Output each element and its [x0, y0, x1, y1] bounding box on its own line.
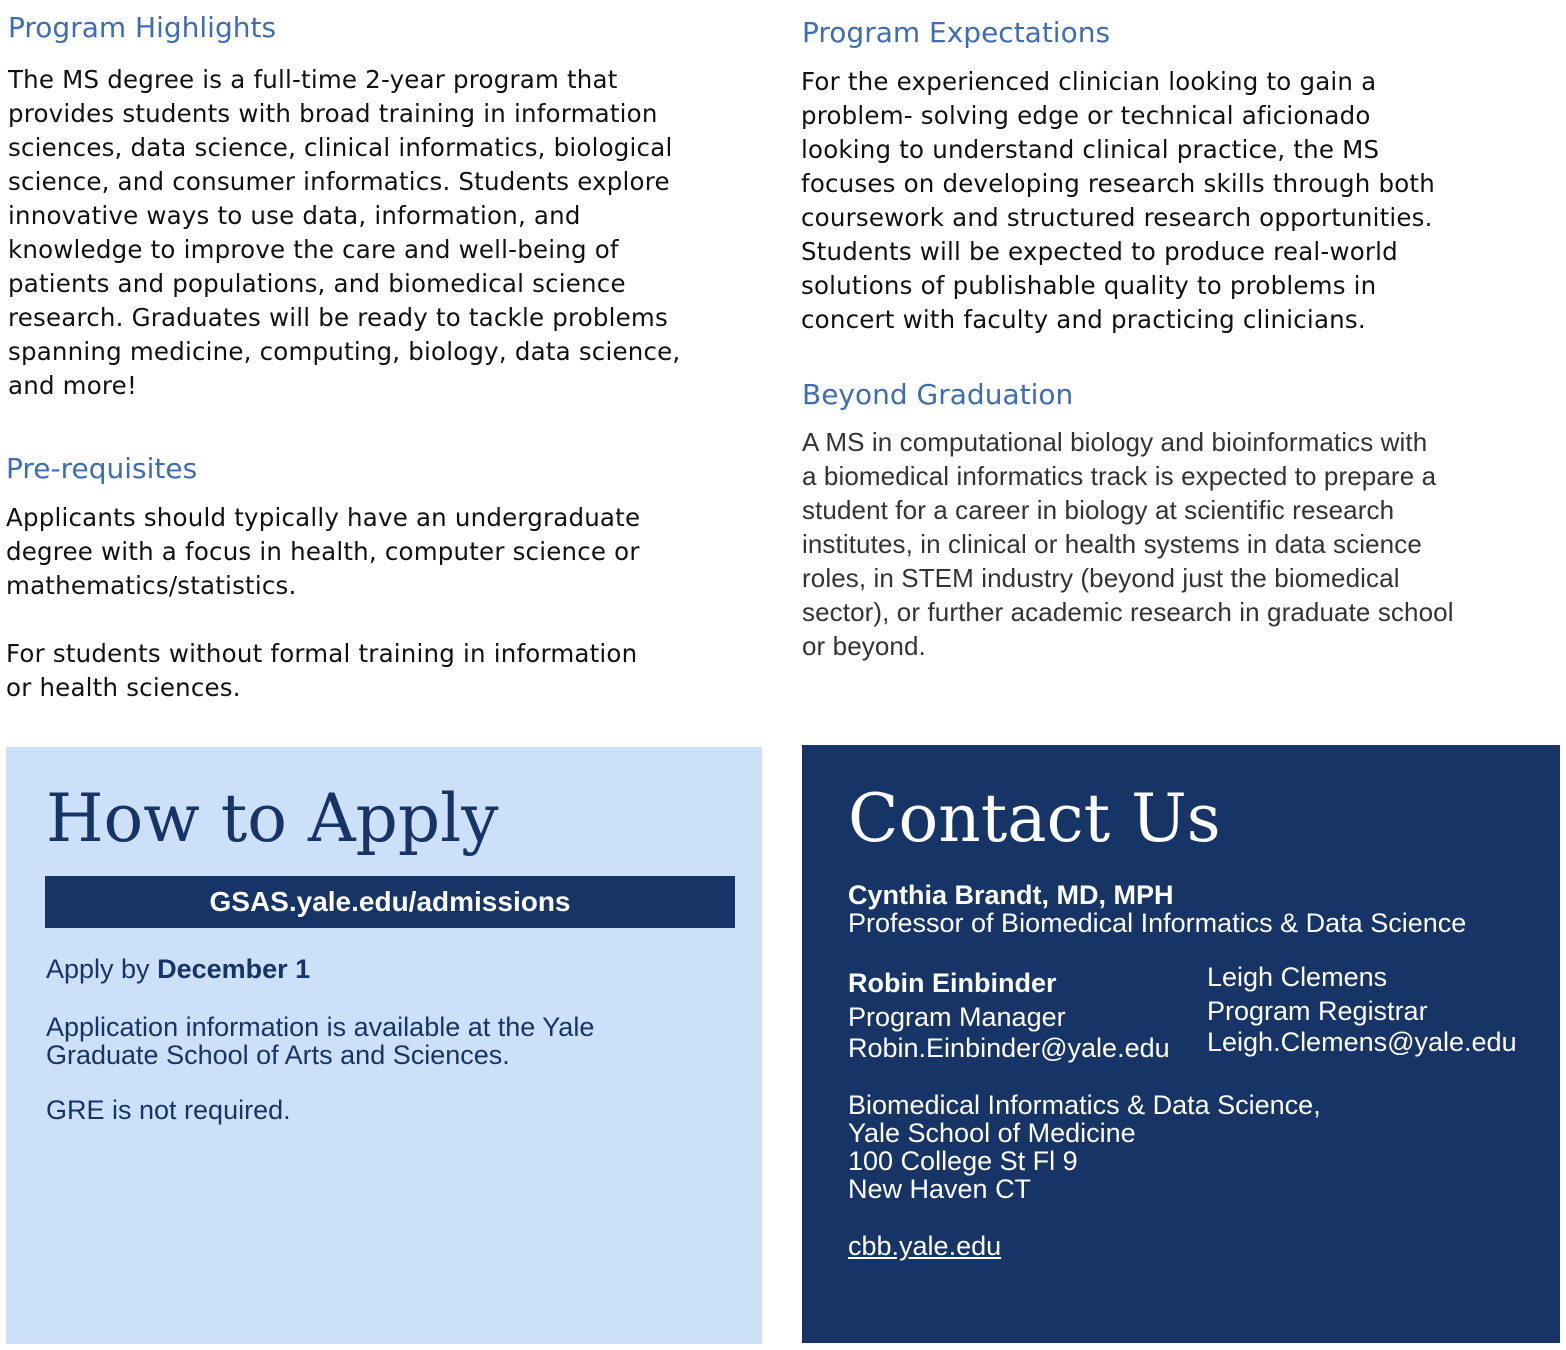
apply-deadline	[46, 955, 310, 983]
text-line: patients and populations, and biomedical science	[8, 269, 626, 298]
program-expectations-text	[801, 65, 1561, 337]
text-line: looking to understand clinical practice, the MS	[801, 135, 1380, 164]
registrar-email[interactable]: Leigh.Clemens@yale.edu	[1207, 1027, 1517, 1057]
registrar-name: Leigh Clemens	[1207, 962, 1388, 992]
director-role: Professor of Biomedical Informatics & Data Science	[848, 908, 1467, 938]
text-line: Students will be expected to produce real-world	[801, 237, 1398, 266]
text-line: problem- solving edge or technical aficionado	[801, 101, 1371, 130]
text-line: knowledge to improve the care and well-being of	[8, 235, 619, 264]
prerequisites-heading: Pre-requisites	[6, 452, 198, 485]
text-line: A MS in computational biology and bioinformatics with	[802, 427, 1428, 457]
text-line: solutions of publishable quality to problems in	[801, 271, 1377, 300]
director-name: Cynthia Brandt, MD, MPH	[848, 880, 1174, 910]
admissions-link[interactable]: GSAS.yale.edu/admissions	[45, 876, 735, 928]
contact-us-panel	[802, 745, 1560, 1343]
text-line: a biomedical informatics track is expected to prepare a	[802, 461, 1437, 491]
text-line: degree with a focus in health, computer science or	[6, 537, 640, 566]
manager-role: Program Manager	[848, 1002, 1066, 1032]
how-to-apply-title: How to Apply	[46, 780, 499, 857]
text-line: For the experienced clinician looking to gain a	[801, 67, 1377, 96]
mailing-address	[848, 1091, 1321, 1203]
text-line: Application information is available at the Yale	[46, 1012, 595, 1042]
program-highlights-text	[8, 63, 768, 403]
text-line: mathematics/statistics.	[6, 571, 297, 600]
prerequisites-text	[6, 501, 766, 705]
text-line: innovative ways to use data, information, and	[8, 201, 581, 230]
text-line: spanning medicine, computing, biology, data science,	[8, 337, 681, 366]
text-line: research. Graduates will be ready to tackle problems	[8, 303, 668, 332]
text-line: student for a career in biology at scientific research	[802, 495, 1395, 525]
text-line: concert with faculty and practicing clinicians.	[801, 305, 1366, 334]
text-line: institutes, in clinical or health systems in data science	[802, 529, 1422, 559]
manager-email[interactable]: Robin.Einbinder@yale.edu	[848, 1033, 1170, 1063]
text-line: sciences, data science, clinical informatics, biological	[8, 133, 673, 162]
text-line: roles, in STEM industry (beyond just the biomedical	[802, 563, 1400, 593]
program-expectations-heading: Program Expectations	[802, 16, 1111, 49]
text-line: Graduate School of Arts and Sciences.	[46, 1040, 510, 1070]
text-line: or health sciences.	[6, 673, 241, 702]
apply-deadline-prefix: Apply by	[46, 954, 150, 984]
contact-us-title: Contact Us	[848, 780, 1221, 857]
text-line: focuses on developing research skills through both	[801, 169, 1435, 198]
registrar-role: Program Registrar	[1207, 996, 1428, 1026]
address-line: 100 College St Fl 9	[848, 1146, 1078, 1176]
gre-note: GRE is not required.	[46, 1095, 291, 1125]
text-line: For students without formal training in information	[6, 639, 638, 668]
text-line: coursework and structured research opportunities.	[801, 203, 1433, 232]
text-line: science, and consumer informatics. Students explore	[8, 167, 670, 196]
how-to-apply-panel	[6, 747, 762, 1344]
text-line: The MS degree is a full-time 2-year program that	[8, 65, 618, 94]
address-line: Yale School of Medicine	[848, 1118, 1136, 1148]
text-spacer	[6, 603, 766, 637]
beyond-graduation-text	[802, 425, 1562, 663]
text-line: sector), or further academic research in graduate school	[802, 597, 1454, 627]
address-line: Biomedical Informatics & Data Science,	[848, 1090, 1321, 1120]
program-highlights-heading: Program Highlights	[8, 11, 277, 44]
manager-name: Robin Einbinder	[848, 968, 1057, 998]
text-line: and more!	[8, 371, 137, 400]
website-link[interactable]: cbb.yale.edu	[848, 1231, 1002, 1261]
text-line: or beyond.	[802, 631, 926, 661]
text-line: provides students with broad training in information	[8, 99, 658, 128]
apply-deadline-date: December 1	[157, 954, 311, 984]
application-info	[46, 1013, 594, 1069]
address-line: New Haven CT	[848, 1174, 1032, 1204]
text-line: Applicants should typically have an undergraduate	[6, 503, 641, 532]
beyond-graduation-heading: Beyond Graduation	[802, 378, 1074, 411]
website-link-wrapper	[848, 1232, 1001, 1260]
